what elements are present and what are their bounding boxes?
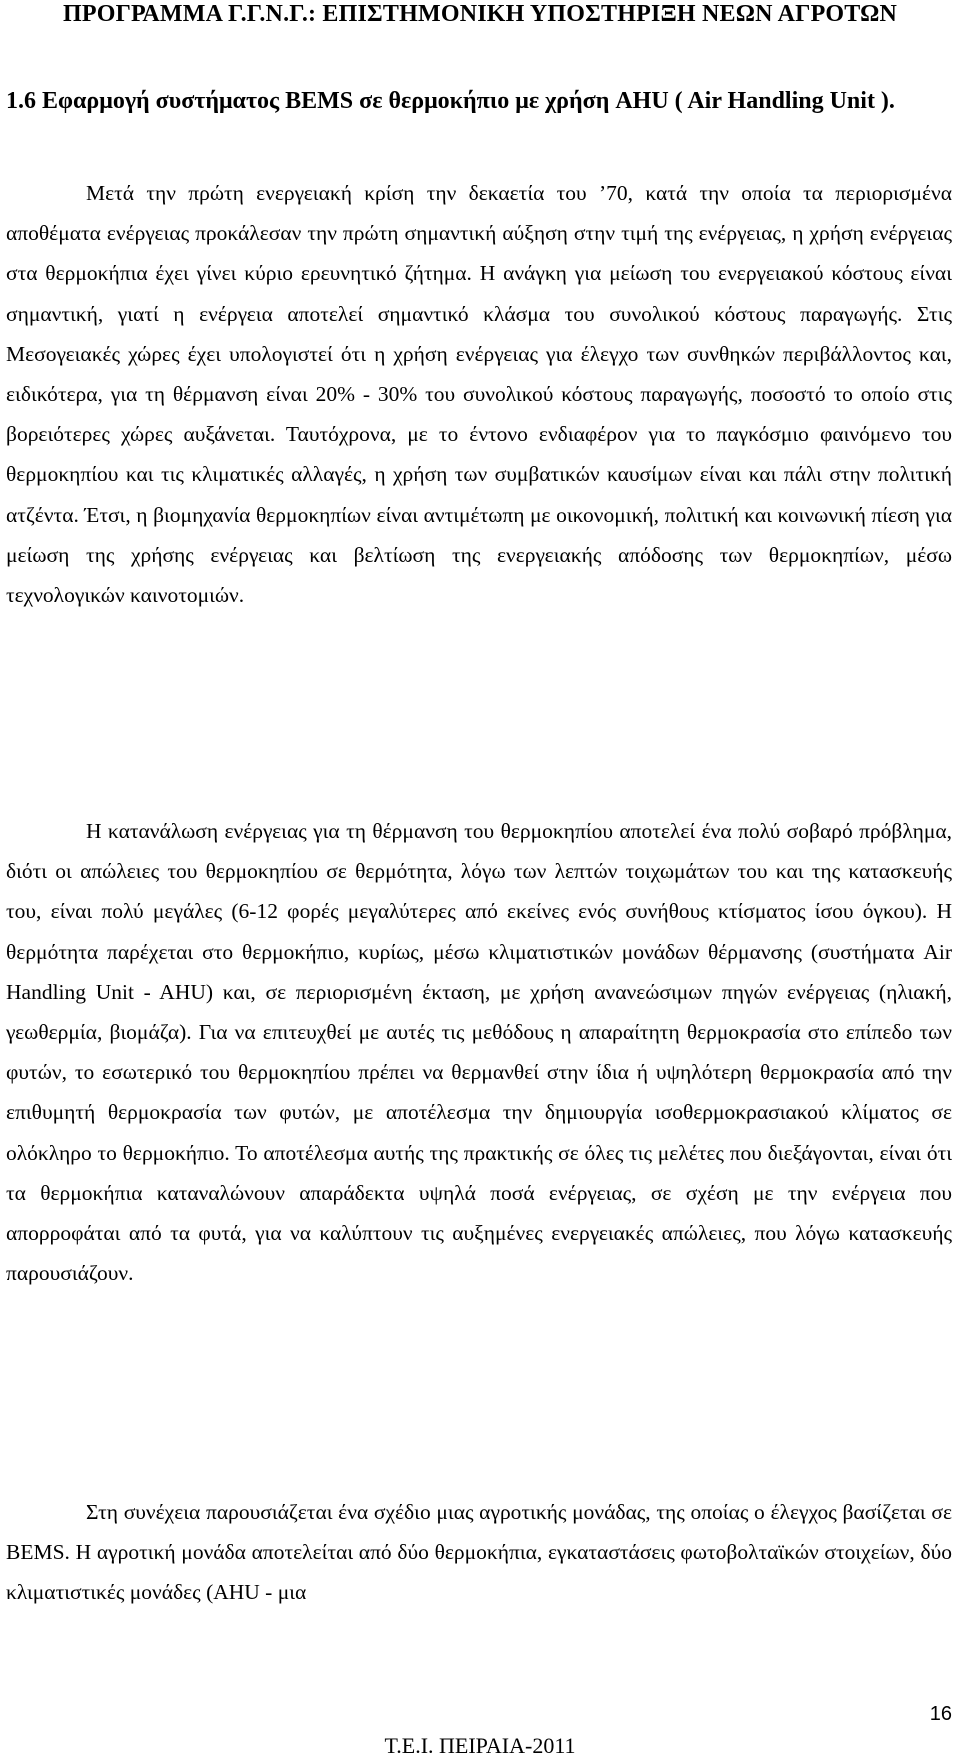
body-paragraph-2: Η κατανάλωση ενέργειας για τη θέρμανση του θερμοκηπίου αποτελεί ένα πολύ σοβαρό πρόβλημα, διότι οι απώλειες του θερμοκηπίου σε θερμότητα, λόγω των λεπτών τοιχωμάτων του και της κατασκευής του, είναι πολύ μεγάλες (6-12 φορές μεγαλύτερες από εκείνες ενός συνήθους κτίσματος ίσου όγκου). Η θερμότητα παρέχεται στο θερμοκήπιο, κυρίως, μέσω κλιματιστικών μονάδων θέρμανσης (συστήματα Air Handling Unit - AHU) και, σε περιορισμένη έκταση, με χρήση ανανεώσιμων πηγών ενέργειας (ηλιακή, γεωθερμία, βιομάζα). Για να επιτευχθεί με αυτές τις μεθόδους η απαραίτητη θερμοκρασία στο επίπεδο των φυτών, το εσωτερικό του θερμοκηπίου πρέπει να θερμανθεί στην ίδια ή υψηλότερη θερμοκρασία από την επιθυμητή θερμοκρασία των φυτών, με αποτέλεσμα την δημιουργία ισοθερμοκρασιακού κλίματος σε ολόκληρο το θερμοκήπιο. Το αποτέλεσμα αυτής της πρακτικής σε όλες τις μελέτες που διεξάγονται, είναι ότι τα θερμοκήπια καταναλώνουν απαράδεκτα υψηλά ποσά ενέργειας, σε σχέση με την ενέργεια που απορροφάται από τα φυτά, για να καλύπτουν τις αυξημένες ενεργειακές απώλειες, που λόγω κατασκευής παρουσιάζουν. [6, 819, 952, 1286]
page-footer: Τ.Ε.Ι. ΠΕΙΡΑΙΑ-2011 [384, 1733, 576, 1758]
page-header [0, 0, 960, 44]
body-paragraph-1: Μετά την πρώτη ενεργειακή κρίση την δεκαετία του ’70, κατά την οποία τα περιορισμένα αποθέματα ενέργειας προκάλεσαν την πρώτη σημαντική αύξηση στην τιμή της ενέργειας, η χρήση ενέργειας στα θερμοκήπια έχει γίνει κύριο ερευνητικό ζήτημα. Η ανάγκη για μείωση του ενεργειακού κόστους είναι σημαντική, γιατί η ενέργεια αποτελεί σημαντικό κλάσμα του συνολικού κόστους παραγωγής. Στις Μεσογειακές χώρες έχει υπολογιστεί ότι η χρήση ενέργειας για έλεγχο των συνθηκών περιβάλλοντος και, ειδικότερα, για τη θέρμανση είναι 20% - 30% του συνολικού κόστους παραγωγής, ποσοστό το οποίο στις βορειότερες χώρες αυξάνεται. Ταυτόχρονα, με το έντονο ενδιαφέρον για το παγκόσμιο φαινόμενο του θερμοκηπίου και τις κλιματικές αλλαγές, η χρήση των συμβατικών καυσίμων είναι και πάλι στην πολιτική ατζέντα. Έτσι, η βιομηχανία θερμοκηπίων είναι αντιμέτωπη με οικονομική, πολιτική και κοινωνική πίεση για μείωση της χρήσης ενέργειας και βελτίωση της ενεργειακής απόδοσης των θερμοκηπίων, μέσω τεχνολογικών καινοτομιών. [6, 181, 952, 608]
page-number: 16 [929, 1703, 952, 1725]
section-title: 1.6 Εφαρμογή συστήματος BEMS σε θερμοκήπιο με χρήση AHU ( Air Handling Unit ). [6, 88, 895, 114]
page-header-title: ΠΡΟΓΡΑΜΜΑ Γ.Γ.Ν.Γ.: ΕΠΙΣΤΗΜΟΝΙΚΗ ΥΠΟΣΤΗΡΙΞΗ ΝΕΩΝ ΑΓΡΟΤΩΝ [62, 1, 898, 27]
body-paragraph-3: Στη συνέχεια παρουσιάζεται ένα σχέδιο μιας αγροτικής μονάδας, της οποίας ο έλεγχος βασίζεται σε BEMS. Η αγροτική μονάδα αποτελείται από δύο θερμοκήπια, εγκαταστάσεις φωτοβολταϊκών στοιχείων, δύο κλιματιστικές μονάδες (AHU - μια [6, 1500, 952, 1605]
